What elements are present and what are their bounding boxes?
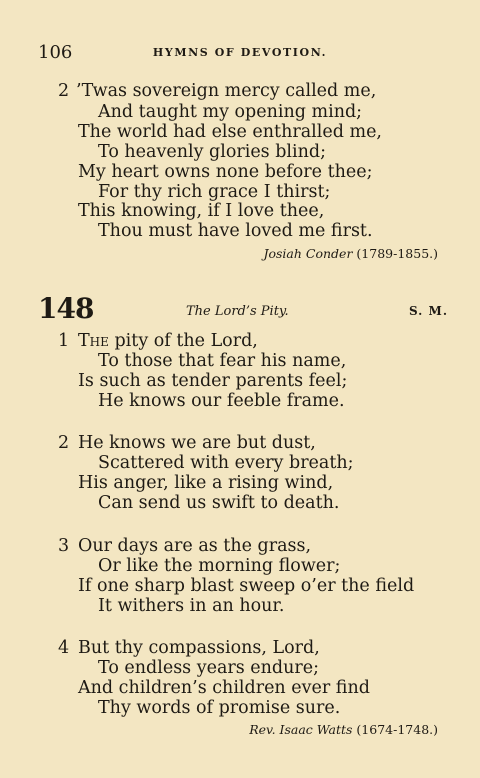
verse-first-word: The — [78, 331, 109, 351]
verse-line: His anger, like a rising wind, — [78, 473, 334, 493]
verse-line: Scattered with every breath; — [98, 453, 354, 473]
hymn-title: The Lord’s Pity. — [186, 304, 289, 319]
verse-number: 3 — [58, 536, 70, 556]
verse-line: And taught my opening mind; — [98, 102, 363, 122]
verse-line: And children’s children ever find — [78, 678, 370, 698]
verse-line: To heavenly glories blind; — [98, 142, 326, 162]
verse-line: He knows our feeble frame. — [98, 391, 345, 411]
author-dates: (1674-1748.) — [356, 722, 438, 737]
hymn-heading — [36, 292, 448, 326]
verse-line — [78, 330, 258, 352]
hymn-attribution — [249, 722, 438, 737]
verse-line: Can send us swift to death. — [98, 493, 340, 513]
author-name: Rev. Isaac Watts — [249, 722, 353, 737]
verse-line: The world had else enthralled me, — [78, 122, 382, 142]
verse-line: Thy words of promise sure. — [98, 698, 341, 718]
running-head: HYMNS OF DEVOTION. — [152, 46, 328, 59]
author-name: Josiah Conder — [263, 246, 353, 261]
verse-line: This knowing, if I love thee, — [78, 201, 325, 221]
verse-line: But thy compassions, Lord, — [78, 638, 320, 658]
verse-line-text: pity of the Lord, — [114, 331, 258, 351]
page-header — [36, 42, 444, 64]
verse-line: To those that fear his name, — [98, 351, 347, 371]
verse-number: 4 — [58, 638, 70, 658]
verse-line: Is such as tender parents feel; — [78, 371, 348, 391]
prev-hymn-attribution — [263, 246, 438, 261]
verse-line: Our days are as the grass, — [78, 536, 312, 556]
verse-number: 1 — [58, 331, 70, 351]
verse-line: For thy rich grace I thirst; — [98, 182, 331, 202]
hymn-number: 148 — [38, 292, 94, 325]
verse-line: My heart owns none before thee; — [78, 162, 373, 182]
verse-line: To endless years endure; — [98, 658, 320, 678]
verse-line: It withers in an hour. — [98, 596, 285, 616]
hymn-meter: S. M. — [408, 304, 448, 318]
verse-line: He knows we are but dust, — [78, 433, 316, 453]
verse-line: ’Twas sovereign mercy called me, — [76, 81, 377, 101]
verse-line: Or like the morning flower; — [98, 556, 341, 576]
verse-line: Thou must have loved me first. — [98, 221, 373, 241]
author-dates: (1789-1855.) — [356, 246, 438, 261]
verse-number: 2 — [58, 81, 70, 101]
verse-line: If one sharp blast sweep o’er the field — [78, 576, 415, 596]
verse-number: 2 — [58, 433, 70, 453]
page-number: 106 — [38, 42, 73, 63]
